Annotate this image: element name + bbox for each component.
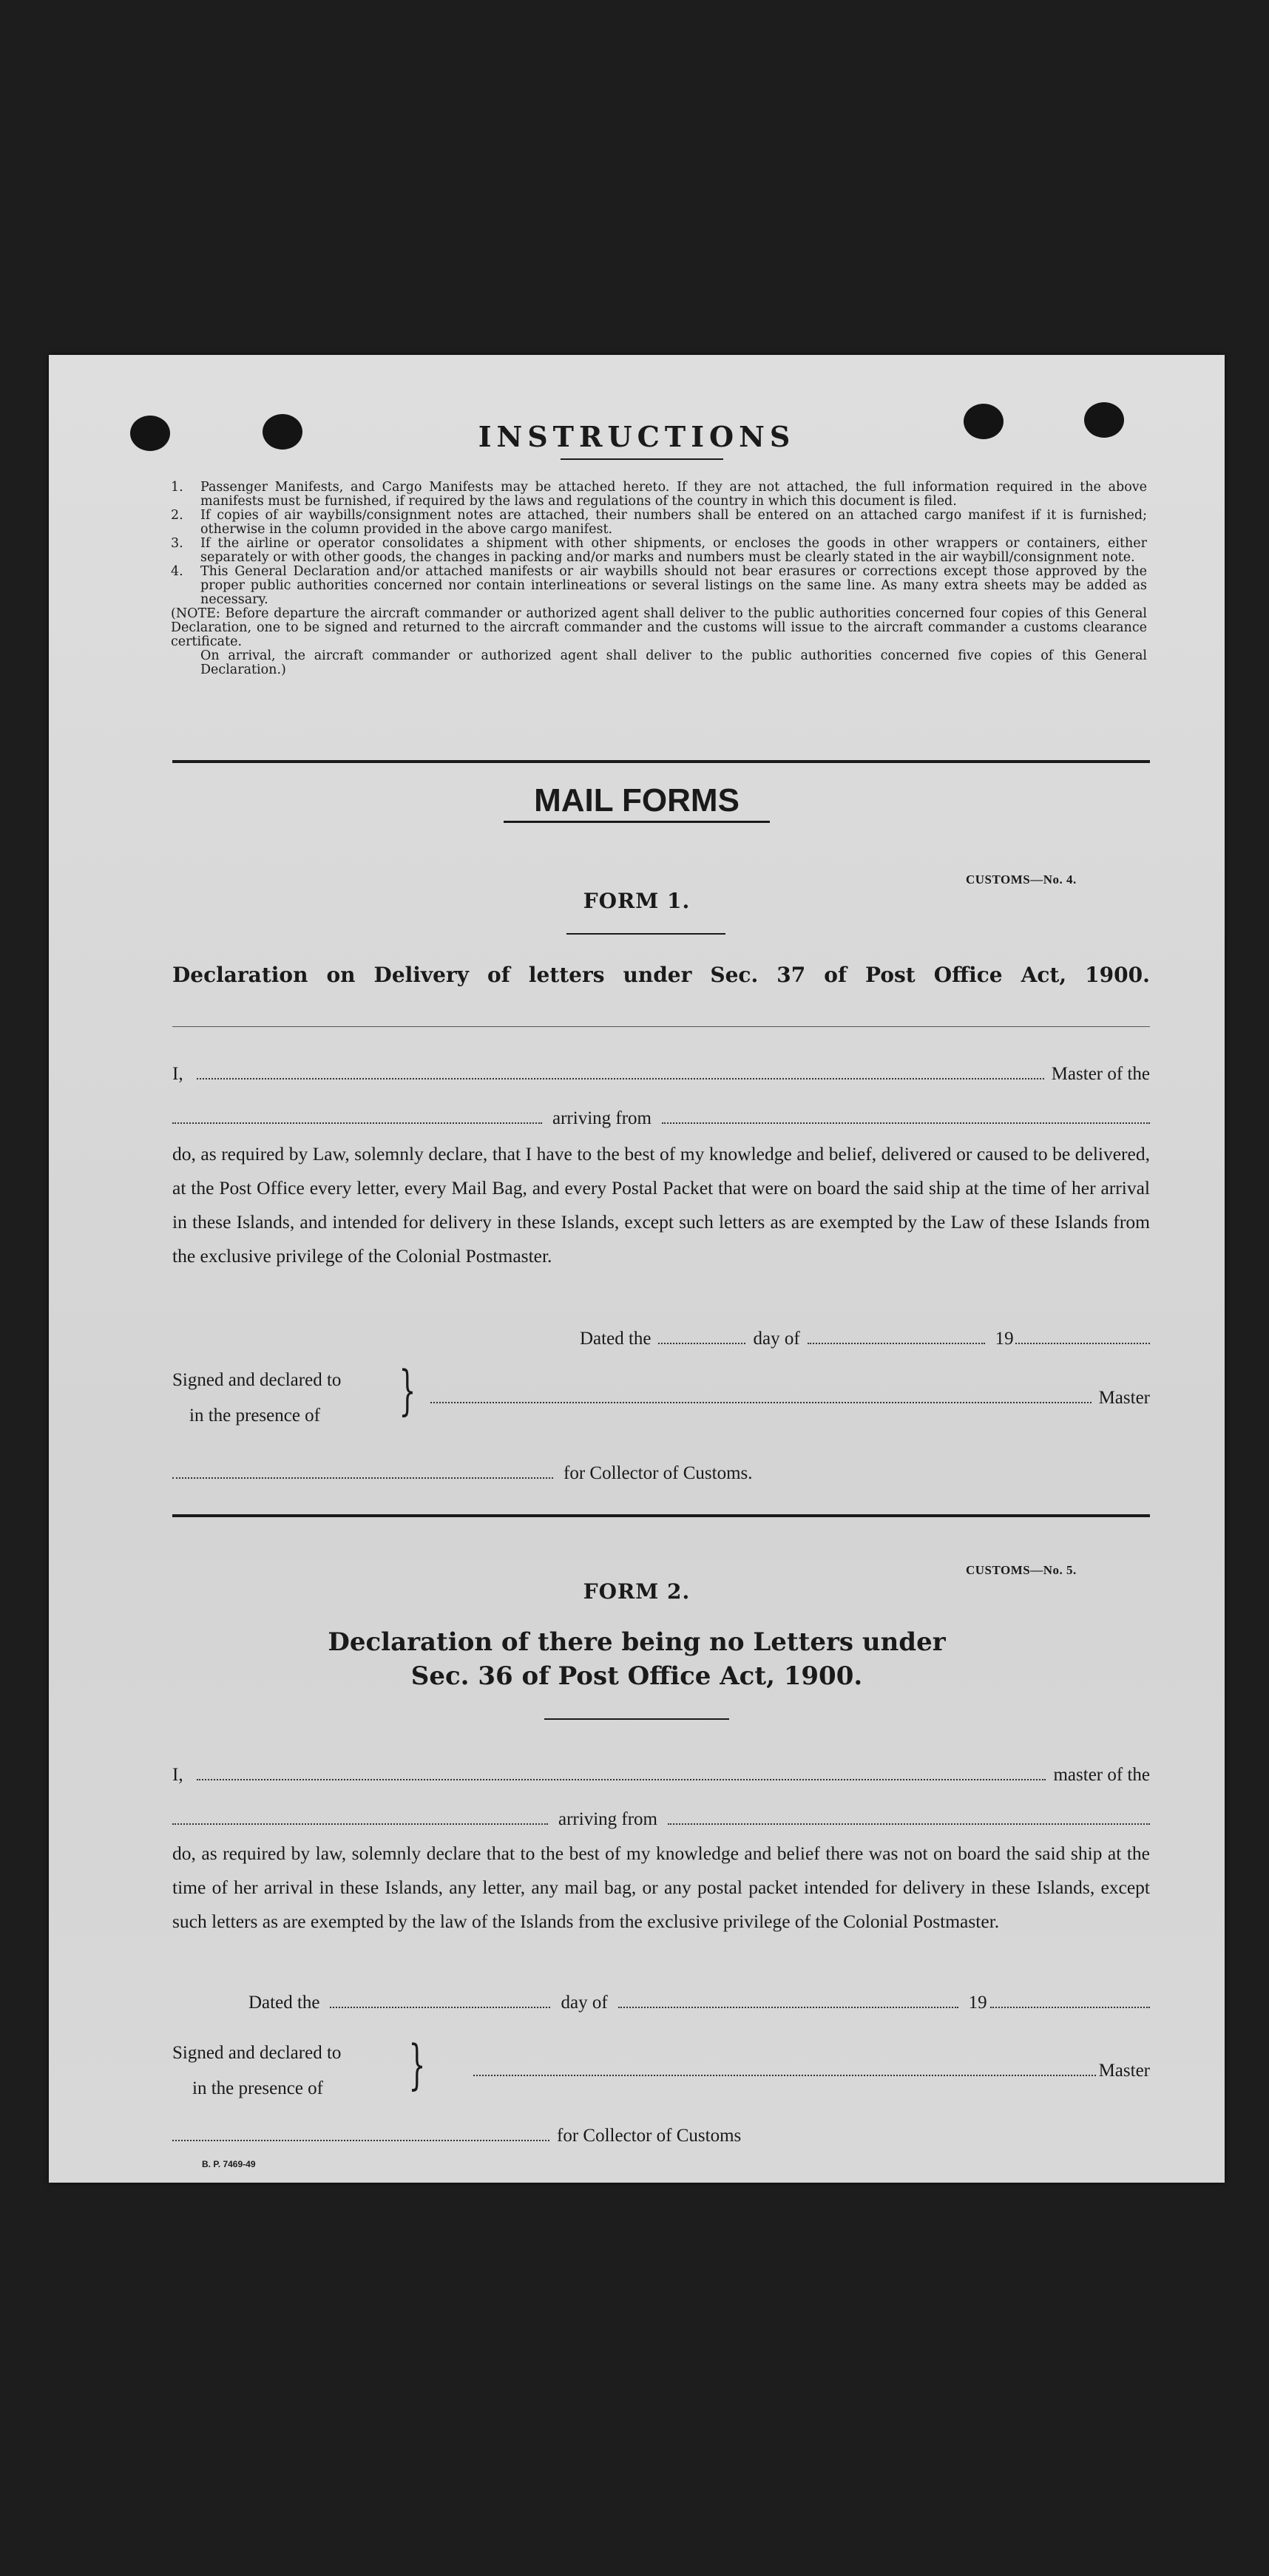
form2-collector-line: for Collector of Customs <box>172 2123 741 2147</box>
instruction-text: Passenger Manifests, and Cargo Manifests may be attached hereto. If they are not attached, the full information required in the above manifests must be furnished, if required by the laws and regulations of the country in which this document is filed. <box>200 480 1147 509</box>
form2-arriving-from-field[interactable] <box>668 1807 1150 1825</box>
instruction-number: 4. <box>171 564 183 579</box>
form1-brace: } <box>399 1359 416 1421</box>
form2-master-sign-line: Master <box>473 2058 1150 2082</box>
form2-title: FORM 2. <box>583 1579 691 1604</box>
instruction-number: 2. <box>171 508 183 523</box>
instruction-number: 1. <box>171 480 183 495</box>
form2-dated-line: Dated the day of 19 <box>248 1990 1150 2014</box>
form1-collector-line: for Collector of Customs. <box>172 1461 753 1485</box>
form2-master-line: I, master of the <box>172 1763 1150 1786</box>
form1-title-underline <box>566 933 725 935</box>
instruction-text: If copies of air waybills/consignment notes are attached, their numbers shall be entered on an attached cargo manifest if it is furnished; otherwise in the column provided in the above cargo manifest. <box>200 508 1147 537</box>
print-code: B. P. 7469-49 <box>202 2159 256 2169</box>
instructions-title: INSTRUCTIONS <box>478 420 796 453</box>
form2-month-field[interactable] <box>618 1990 958 2008</box>
form1-signed-label-1: Signed and declared to <box>172 1370 342 1390</box>
form1-signed-label-2: in the presence of <box>189 1406 321 1426</box>
form2-declaration-heading: Declaration of there being no Letters under Sec. 36 of Post Office Act, 1900. <box>328 1627 946 1691</box>
mail-forms-title: MAIL FORMS <box>534 782 740 818</box>
form1-ship-name-field[interactable] <box>172 1106 542 1124</box>
form2-master-signature-field[interactable] <box>473 2058 1096 2076</box>
form1-master-name-field[interactable] <box>197 1062 1044 1079</box>
instructions-list <box>171 481 1147 677</box>
form1-arriving-line: arriving from <box>172 1106 1150 1130</box>
instruction-item <box>171 537 1147 565</box>
form2-customs-ref: CUSTOMS—No. 5. <box>966 1563 1077 1577</box>
form1-dated-line: Dated the day of 19 <box>580 1326 1150 1350</box>
form1-heading-rule <box>172 1026 1150 1027</box>
form1-year-field[interactable] <box>1015 1326 1150 1344</box>
instruction-text: If the airline or operator consolidates a shipment with other shipments, or encloses the goods in other wrappers or containers, either separately or with other goods, the changes in packing and/or marks and numbers must be clearly stated in the air waybill/consignment note. <box>200 536 1147 565</box>
form2-signed-label-2: in the presence of <box>192 2078 324 2098</box>
form1-master-sign-line: Master <box>430 1386 1150 1409</box>
form1-declaration-heading: Declaration on Delivery of letters under Sec. 37 of Post Office Act, 1900. <box>172 963 1150 987</box>
section-divider-middle <box>172 1514 1150 1517</box>
form1-arriving-from-field[interactable] <box>662 1106 1150 1124</box>
form2-signed-label-1: Signed and declared to <box>172 2043 342 2063</box>
instruction-note: (NOTE: Before departure the aircraft commander or authorized agent shall deliver to the public authorities concerned four copies of this General Declaration, one to be signed and returned to the aircraft commander and the customs will issue to the aircraft commander a customs clearance certificate. <box>171 606 1147 649</box>
form2-master-name-field[interactable] <box>197 1763 1046 1780</box>
form1-master-line: I, Master of the <box>172 1062 1150 1085</box>
form1-customs-ref: CUSTOMS—No. 4. <box>966 872 1077 887</box>
form1-collector-signature-field[interactable] <box>172 1461 553 1479</box>
form1-date-field[interactable] <box>658 1326 745 1344</box>
form2-brace: } <box>408 2033 426 2095</box>
section-divider-top <box>172 760 1150 763</box>
form2-collector-signature-field[interactable] <box>172 2123 549 2141</box>
form2-year-field[interactable] <box>990 1990 1150 2008</box>
mail-forms-underline <box>504 821 770 823</box>
instruction-text: This General Declaration and/or attached manifests or air waybills should not bear erasures or corrections except those approved by the proper public authorities concerned nor contain interlineations or several listings on the same line. As many extra sheets may be added as necessary. <box>200 564 1147 607</box>
form1-declaration-body: do, as required by Law, solemnly declare, that I have to the best of my knowledge and belief, delivered or caused to be delivered, at the Post Office every letter, every Mail Bag, and every Postal Packet that were on board the said ship at the time of her arrival in these Islands, and intended for delivery in these Islands, except such letters as are exempted by the Law of these Islands from the exclusive privilege of the Colonial Postmaster. <box>172 1143 1150 1267</box>
document-page <box>49 355 1225 2183</box>
instruction-item <box>171 481 1147 509</box>
form1-master-signature-field[interactable] <box>430 1386 1092 1403</box>
form2-date-field[interactable] <box>330 1990 550 2008</box>
instruction-number: 3. <box>171 536 183 551</box>
form2-ship-name-field[interactable] <box>172 1807 548 1825</box>
form2-arriving-line: arriving from <box>172 1807 1150 1831</box>
form1-title: FORM 1. <box>583 889 691 913</box>
instructions-underline <box>561 458 723 460</box>
form1-month-field[interactable] <box>808 1326 985 1344</box>
instruction-item <box>171 509 1147 537</box>
form2-title-underline <box>544 1718 729 1720</box>
form2-declaration-body: do, as required by law, solemnly declare that to the best of my knowledge and belief there was not on board the said ship at the time of her arrival in these Islands, any letter, any mail bag, or any postal packet intended for delivery in these Islands, except such letters as are exempted by the law of the Islands from the exclusive privilege of the Colonial Postmaster. <box>172 1843 1150 1932</box>
instruction-item <box>171 565 1147 607</box>
instruction-note-arrival: On arrival, the aircraft commander or authorized agent shall deliver to the public authorities concerned five copies of this General Declaration.) <box>200 648 1147 677</box>
